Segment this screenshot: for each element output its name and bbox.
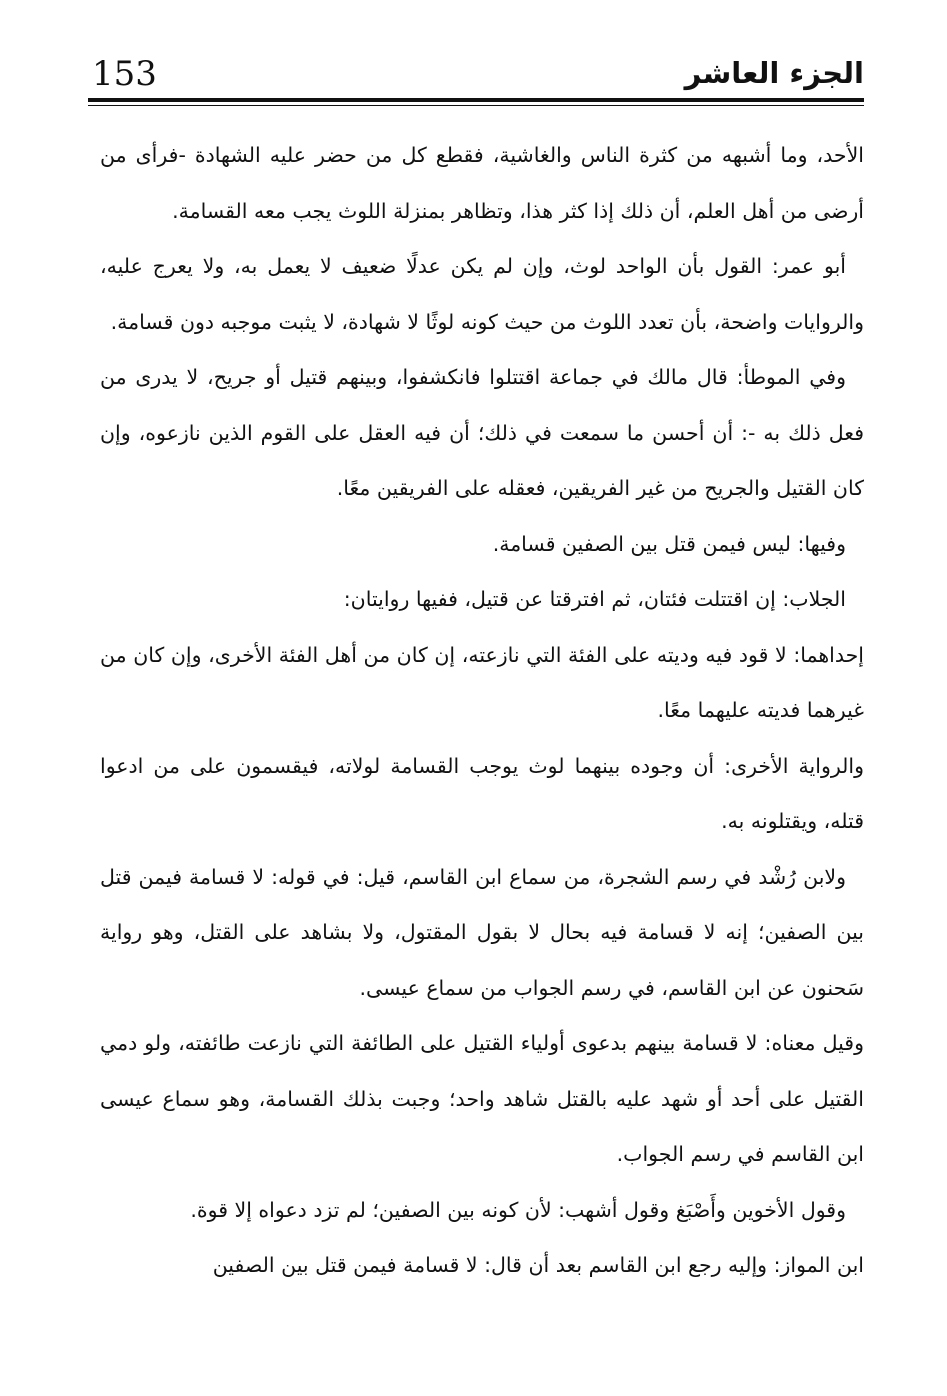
running-title: الجزء العاشر [684, 56, 864, 90]
paragraph-6: إحداهما: لا قود فيه وديته على الفئة التي نازعته، إن كان من أهل الفئة الأخرى، وإن كان من غيرهما فديته عليهما معًا. [100, 642, 864, 722]
paragraph-4: وفيها: ليس فيمن قتل بين الصفين قسامة. [492, 531, 846, 556]
paragraph-11: ابن المواز: وإليه رجع ابن القاسم بعد أن قال: لا قسامة فيمن قتل بين الصفين [212, 1253, 864, 1277]
paragraph-7: والرواية الأخرى: أن وجوده بينهما لوث يوجب القسامة لولاته، فيقسمون على من ادعوا قتله، ويقتلونه به. [100, 753, 864, 833]
paragraph-2: أبو عمر: القول بأن الواحد لوث، وإن لم يكن عدلًا ضعيف لا يعمل به، ولا يعرج عليه، والروايات واضحة، بأن تعدد اللوث من حيث كونه لوثًا لا شهادة، لا يثبت موجبه دون قسامة. [100, 254, 864, 334]
paragraph-9: وقيل معناه: لا قسامة بينهم بدعوى أولياء القتيل على الطائفة التي نازعت طائفته، ولو دمي القتيل على أحد أو شهد عليه بالقتل شاهد واحد؛ وجبت بذلك القسامة، وهو سماع عيسى ابن القاسم في رسم الجواب. [100, 1031, 864, 1166]
page-header [88, 52, 864, 98]
paragraph-5: الجلاب: إن اقتتلت فئتان، ثم افترقتا عن قتيل، ففيها روايتان: [343, 587, 846, 611]
paragraph-10: وقول الأخوين وأَصْبَغ وقول أشهب: لأن كونه بين الصفين؛ لم تزد دعواه إلا قوة. [190, 1197, 846, 1222]
paragraph-1: الأحد، وما أشبهه من كثرة الناس والغاشية، فقطع كل من حضر عليه الشهادة -فرأى من أرضى من أهل العلم، أن ذلك إذا كثر هذا، وتظاهر بمنزلة اللوث يجب معه القسامة. [100, 143, 864, 223]
body-text [100, 128, 864, 1294]
header-rule-thin [88, 105, 864, 106]
paragraph-3: وفي الموطأ: قال مالك في جماعة اقتتلوا فانكشفوا، وبينهم قتيل أو جريح، لا يدرى من فعل ذلك به -: أن أحسن ما سمعت في ذلك؛ أن فيه العقل على القوم الذين نازعوه، وإن كان القتيل والجريح من غير الفريقين، فعقله على الفريقين معًا. [100, 365, 864, 500]
paragraph-8: ولابن رُشْد في رسم الشجرة، من سماع ابن القاسم، قيل: في قوله: لا قسامة فيمن قتل بين الصفين؛ إنه لا قسامة فيه بحال لا بقول المقتول، ولا بشاهد على القتل، وهو رواية سَحنون عن ابن القاسم، في رسم الجواب من سماع عيسى. [100, 864, 864, 1000]
header-rule-thick [88, 98, 864, 102]
page-number: 153 [92, 54, 157, 94]
